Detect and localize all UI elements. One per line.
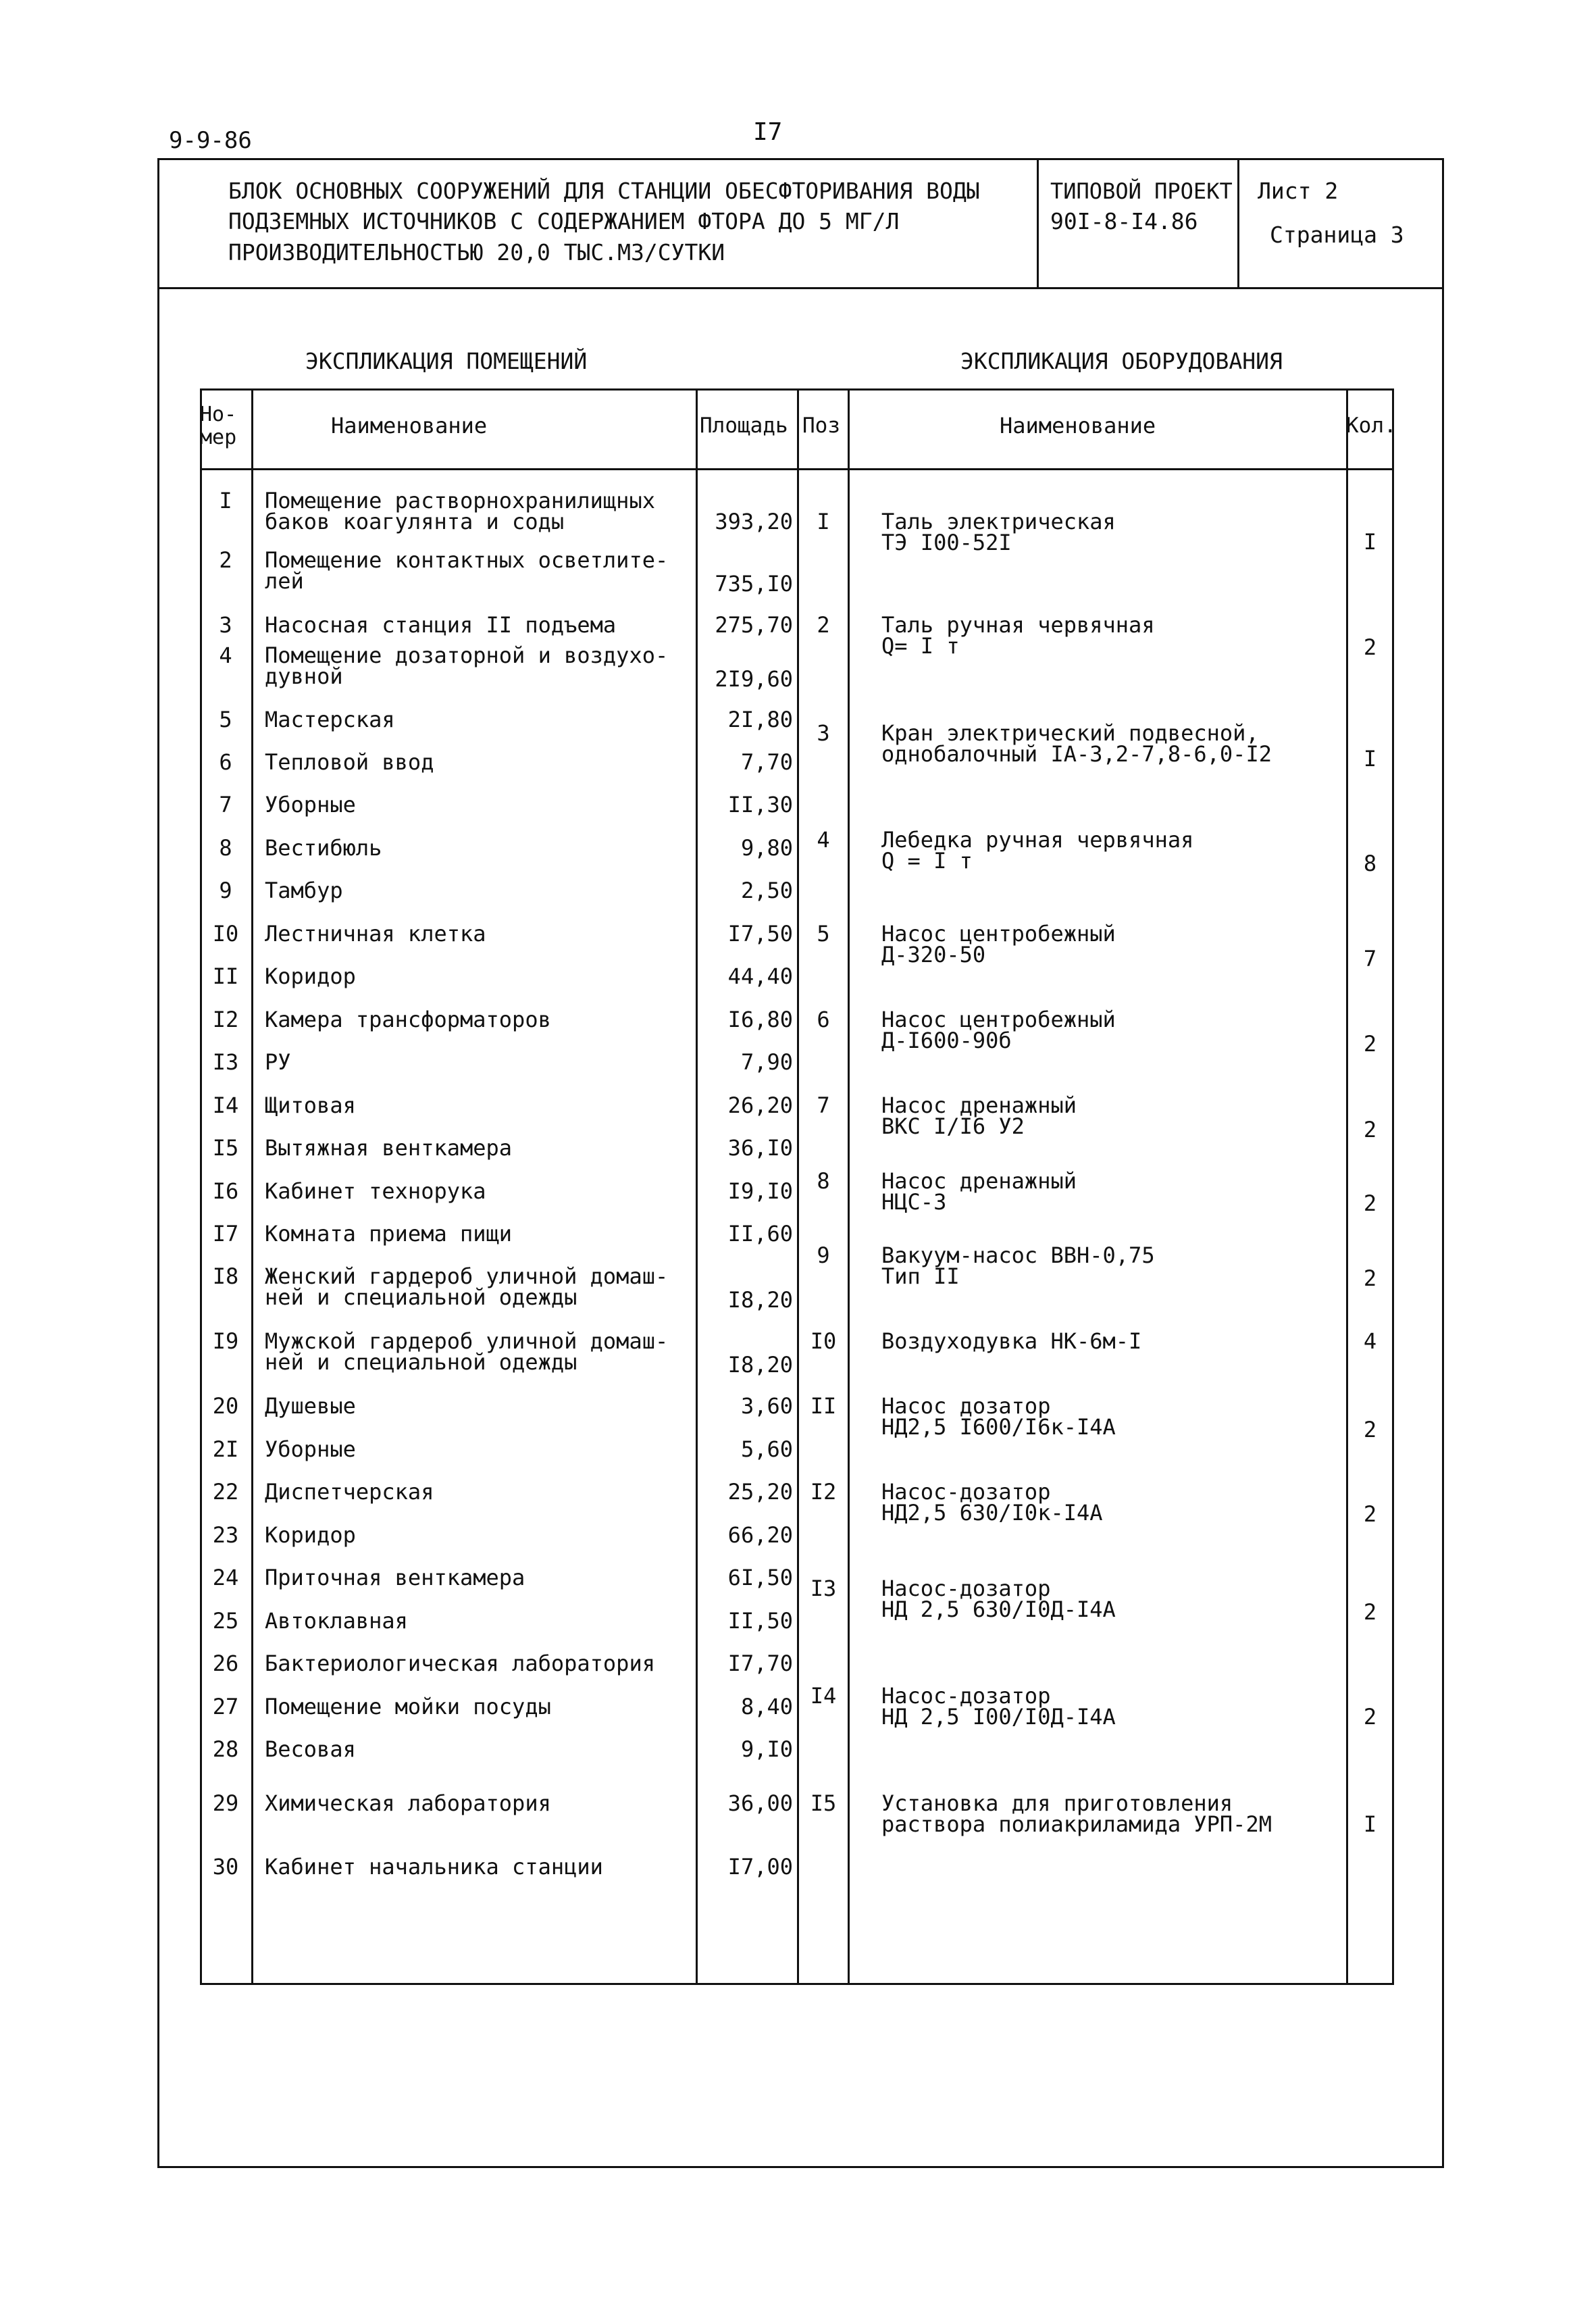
equipment-pos: 2 [817, 612, 830, 638]
room-number: I5 [212, 1135, 239, 1161]
sheet-label: Лист 2 [1258, 178, 1339, 204]
room-area: 36,00 [727, 1790, 793, 1816]
equipment-name: Насос дренажный ВКС I/I6 У2 [881, 1092, 1077, 1139]
room-number: I9 [212, 1328, 239, 1354]
room-area: 6I,50 [727, 1565, 793, 1590]
room-number: I2 [212, 1007, 239, 1032]
room-name: Вестибюль [265, 835, 382, 861]
equipment-pos: 5 [817, 921, 830, 947]
room-number: 5 [219, 707, 232, 732]
equipment-qty: 2 [1363, 634, 1377, 660]
room-area: I7,70 [727, 1651, 793, 1676]
header-pos: Поз [802, 413, 840, 438]
room-area: 25,20 [727, 1479, 793, 1505]
room-area: II,50 [727, 1608, 793, 1634]
equipment-qty: I [1363, 1811, 1377, 1837]
room-area: 393,20 [715, 509, 793, 534]
room-area: 3,60 [740, 1393, 793, 1419]
title-line-1: БЛОК ОСНОВНЫХ СООРУЖЕНИЙ ДЛЯ СТАНЦИИ ОБЕСФТОРИВАНИЯ ВОДЫ [228, 178, 980, 204]
equipment-name: Насос-дозатор НД2,5 630/I0к-I4А [881, 1479, 1103, 1526]
header-area: Площадь [700, 413, 788, 438]
room-name: Бактериологическая лаборатория [265, 1651, 655, 1676]
header-qty: Кол. [1346, 413, 1397, 438]
equipment-qty: 7 [1363, 946, 1377, 972]
equipment-pos: II [810, 1393, 837, 1419]
room-number: I3 [212, 1049, 239, 1075]
room-number: 26 [212, 1651, 239, 1676]
room-name: Лестничная клетка [265, 921, 486, 947]
room-number: 27 [212, 1694, 239, 1719]
equipment-qty: I [1363, 529, 1377, 555]
room-name: Помещение контактных осветлите- лей [265, 547, 669, 594]
equipment-name: Таль электрическая ТЭ I00-52I [881, 509, 1116, 555]
equipment-name: Насос-дозатор НД 2,5 630/I0Д-I4А [881, 1576, 1116, 1622]
room-area: I8,20 [727, 1352, 793, 1378]
equipment-name: Насос центробежный Д-320-50 [881, 921, 1116, 967]
equipment-name: Воздуходувка НК-6м-I [881, 1328, 1142, 1354]
room-number: I4 [212, 1092, 239, 1118]
room-name: Уборные [265, 792, 356, 818]
room-number: 28 [212, 1736, 239, 1762]
title-line-2: ПОДЗЕМНЫХ ИСТОЧНИКОВ С СОДЕРЖАНИЕМ ФТОРА ДО 5 МГ/Л [228, 208, 900, 234]
equipment-name: Кран электрический подвесной, однобалочный IA-3,2-7,8-6,0-I2 [881, 720, 1272, 767]
room-number: 23 [212, 1522, 239, 1548]
room-name: Приточная венткамера [265, 1565, 525, 1590]
equipment-pos: I5 [810, 1790, 837, 1816]
room-area: 7,70 [740, 749, 793, 775]
equipment-pos: 4 [817, 827, 830, 853]
project-number: 90I-8-I4.86 [1050, 208, 1198, 234]
equipment-qty: 2 [1363, 1190, 1377, 1216]
room-name: Щитовая [265, 1092, 356, 1118]
equipment-qty: 2 [1363, 1117, 1377, 1142]
room-area: I6,80 [727, 1007, 793, 1032]
room-name: РУ [265, 1049, 291, 1075]
room-name: Диспетчерская [265, 1479, 434, 1505]
title-line-3: ПРОИЗВОДИТЕЛЬНОСТЬЮ 20,0 ТЫС.М3/СУТКИ [228, 239, 725, 266]
room-number: 3 [219, 612, 232, 638]
room-area: 735,I0 [715, 571, 793, 597]
room-name: Камера трансформаторов [265, 1007, 551, 1032]
room-name: Насосная станция II подъема [265, 612, 617, 638]
room-area: 7,90 [740, 1049, 793, 1075]
room-name: Мужской гардероб уличной домаш- ней и специальной одежды [265, 1328, 669, 1375]
equipment-pos: I [817, 509, 830, 534]
equipment-qty: I [1363, 746, 1377, 772]
header-room-name: Наименование [331, 413, 488, 438]
room-area: 9,80 [740, 835, 793, 861]
room-name: Химическая лаборатория [265, 1790, 551, 1816]
room-name: Мастерская [265, 707, 395, 732]
equipment-qty: 2 [1363, 1704, 1377, 1730]
equipment-pos: 8 [817, 1168, 830, 1194]
room-area: 2I9,60 [715, 666, 793, 692]
header-equipment-name: Наименование [1000, 413, 1156, 438]
room-area: I7,50 [727, 921, 793, 947]
room-number: 29 [212, 1790, 239, 1816]
page-number: I7 [753, 118, 783, 146]
equipment-name: Насос-дозатор НД 2,5 I00/I0Д-I4А [881, 1683, 1116, 1730]
room-number: I8 [212, 1263, 239, 1289]
room-area: 44,40 [727, 963, 793, 989]
room-number: 24 [212, 1565, 239, 1590]
equipment-pos: 3 [817, 720, 830, 746]
room-name: Помещение дозаторной и воздухо- дувной [265, 643, 669, 689]
equipment-name: Установка для приготовления раствора полиакриламида УРП-2М [881, 1790, 1272, 1837]
room-area: 9,I0 [740, 1736, 793, 1762]
room-name: Женский гардероб уличной домаш- ней и специальной одежды [265, 1263, 669, 1310]
equipment-name: Вакуум-насос ВВН-0,75 Тип II [881, 1242, 1155, 1289]
room-number: 2I [212, 1436, 239, 1462]
room-number: I0 [212, 921, 239, 947]
equipment-title: ЭКСПЛИКАЦИЯ ОБОРУДОВАНИЯ [960, 348, 1283, 374]
room-number: I6 [212, 1178, 239, 1204]
room-name: Коридор [265, 963, 356, 989]
equipment-qty: 4 [1363, 1328, 1377, 1354]
room-number: I [219, 488, 232, 513]
room-area: I9,I0 [727, 1178, 793, 1204]
room-number: 9 [219, 878, 232, 903]
room-area: I8,20 [727, 1287, 793, 1313]
room-area: 275,70 [715, 612, 793, 638]
equipment-qty: 8 [1363, 851, 1377, 876]
room-area: I7,00 [727, 1854, 793, 1880]
room-area: 66,20 [727, 1522, 793, 1548]
room-area: 2,50 [740, 878, 793, 903]
room-name: Кабинет начальника станции [265, 1854, 603, 1880]
equipment-name: Насос дренажный НЦС-3 [881, 1168, 1077, 1215]
equipment-qty: 2 [1363, 1031, 1377, 1057]
room-name: Автоклавная [265, 1608, 408, 1634]
room-name: Коридор [265, 1522, 356, 1548]
equipment-name: Таль ручная червячная Q= I т [881, 612, 1155, 659]
room-name: Весовая [265, 1736, 356, 1762]
room-number: II [212, 963, 239, 989]
room-name: Тепловой ввод [265, 749, 434, 775]
room-number: 8 [219, 835, 232, 861]
room-name: Тамбур [265, 878, 343, 903]
room-area: II,60 [727, 1221, 793, 1247]
room-name: Уборные [265, 1436, 356, 1462]
room-number: 2 [219, 547, 232, 573]
equipment-qty: 2 [1363, 1599, 1377, 1625]
room-number: I7 [212, 1221, 239, 1247]
equipment-pos: 9 [817, 1242, 830, 1268]
project-label: ТИПОВОЙ ПРОЕКТ [1050, 178, 1233, 204]
room-area: 26,20 [727, 1092, 793, 1118]
page-label: Страница 3 [1270, 222, 1404, 248]
equipment-qty: 2 [1363, 1417, 1377, 1442]
equipment-qty: 2 [1363, 1501, 1377, 1527]
room-number: 6 [219, 749, 232, 775]
equipment-name: Лебедка ручная червячная Q = I т [881, 827, 1194, 874]
room-area: 2I,80 [727, 707, 793, 732]
room-number: 20 [212, 1393, 239, 1419]
equipment-name: Насос дозатор НД2,5 I600/I6к-I4А [881, 1393, 1116, 1440]
equipment-name: Насос центробежный Д-I600-90б [881, 1007, 1116, 1053]
equipment-qty: 2 [1363, 1265, 1377, 1291]
rooms-title: ЭКСПЛИКАЦИЯ ПОМЕЩЕНИЙ [305, 348, 588, 374]
room-name: Душевые [265, 1393, 356, 1419]
room-name: Комната приема пищи [265, 1221, 513, 1247]
room-number: 4 [219, 643, 232, 668]
room-name: Помещение мойки посуды [265, 1694, 551, 1719]
room-area: 36,I0 [727, 1135, 793, 1161]
equipment-pos: 6 [817, 1007, 830, 1032]
equipment-pos: I2 [810, 1479, 837, 1505]
equipment-pos: 7 [817, 1092, 830, 1118]
room-area: II,30 [727, 792, 793, 818]
room-area: 8,40 [740, 1694, 793, 1719]
document-code: 9-9-86 [169, 127, 252, 154]
equipment-pos: I4 [810, 1683, 837, 1709]
room-number: 7 [219, 792, 232, 818]
equipment-pos: I3 [810, 1576, 837, 1601]
room-area: 5,60 [740, 1436, 793, 1462]
room-number: 30 [212, 1854, 239, 1880]
room-number: 22 [212, 1479, 239, 1505]
header-number: Но- мер [200, 403, 237, 449]
room-name: Помещение растворнохранилищных баков коагулянта и соды [265, 488, 655, 534]
room-name: Кабинет технорука [265, 1178, 486, 1204]
room-number: 25 [212, 1608, 239, 1634]
equipment-pos: I0 [810, 1328, 837, 1354]
room-name: Вытяжная венткамера [265, 1135, 513, 1161]
